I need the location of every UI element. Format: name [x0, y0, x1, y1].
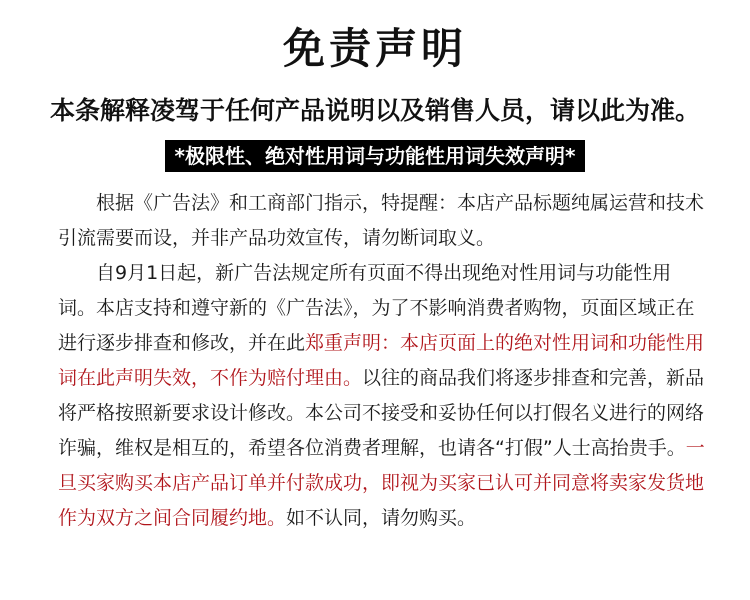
- paragraph-2-text-1: 自9月1日起，新广告法规定所有页面不得出现绝对性用词与功能性用词。本店支持和遵守新的《广告法》，为了不影响消费者购物，页面区域正在进行逐步排查和修改，并在此: [58, 262, 695, 354]
- subtitle: 本条解释凌驾于任何产品说明以及销售人员，请以此为准。: [49, 96, 700, 125]
- paragraph-2-text-2: 以往的商品我们将逐步排查和完善，新品将严格按照新要求设计修改。本公司不接受和妥协任何以打假名义进行的网络诈骗，维权是相互的，希望各位消费者理解，也请各“打假”人士高抬贵手。: [58, 367, 705, 459]
- page-title: 免责声明: [282, 24, 467, 73]
- body-text: [58, 186, 708, 536]
- contract-location-red: 一旦买家购买本店产品订单并付款成功，即视为买家已认可并同意将卖家发货地作为双方之间合同履约地。: [58, 437, 705, 529]
- solemn-declaration-red: 郑重声明：本店页面上的绝对性用词和功能性用词在此声明失效，不作为赔付理由。: [58, 332, 705, 389]
- disclaimer-banner: *极限性、绝对性用词与功能性用词失效声明*: [165, 140, 586, 172]
- banner-wrapper: [0, 140, 750, 172]
- paragraph-2-text-3: 如不认同，请勿购买。: [286, 507, 477, 529]
- paragraph-1: 根据《广告法》和工商部门指示，特提醒：本店产品标题纯属运营和技术引流需要而设，并非产品功效宣传，请勿断词取义。: [58, 192, 705, 249]
- paragraph-2: [58, 256, 708, 536]
